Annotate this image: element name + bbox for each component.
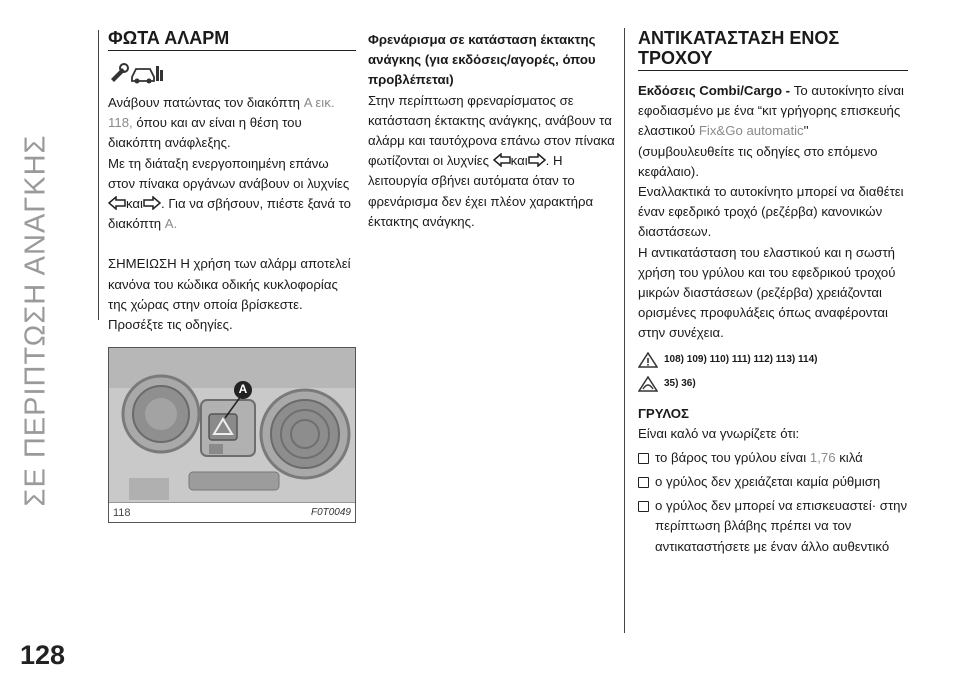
subsection-heading: Φρενάρισμα σε κατάσταση έκτακτης ανάγκης (για εκδόσεις/αγορές, όπου προβλέπεται) — [368, 32, 596, 88]
turn-left-arrow-icon — [108, 196, 126, 210]
weight-value: 1,76 — [809, 449, 836, 465]
environment-refs-text: 35) 36) — [664, 377, 696, 389]
bullet-box-icon — [638, 453, 649, 464]
figure-caption — [109, 502, 355, 522]
column-divider — [624, 28, 625, 633]
braking-paragraph — [368, 91, 616, 232]
text: και — [126, 196, 143, 212]
text: το βάρος του γρύλου είναι — [655, 449, 810, 465]
list-item-text: ο γρύλος δεν μπορεί να επισκευαστεί· στην περίπτωση βλάβης πρέπει να τον αντικαταστήσετε με έναν άλλο αυθεντικό — [655, 498, 908, 554]
column-divider — [98, 30, 99, 320]
car-wrench-icon — [108, 61, 164, 85]
note-label: ΣΗΜΕΙΩΣΗ — [108, 256, 177, 272]
bullet-box-icon — [638, 501, 649, 512]
chapter-side-title — [8, 20, 64, 620]
environment-references — [638, 376, 908, 392]
emergency-braking-section — [368, 28, 616, 232]
wheel-paragraph-1 — [638, 81, 908, 182]
list-item — [638, 496, 908, 557]
callout-label-a: A — [238, 382, 248, 397]
list-item-text: ο γρύλος δεν χρειάζεται καμία ρύθμιση — [655, 474, 881, 490]
bullet-box-icon — [638, 477, 649, 488]
kit-name: Fix&Go automatic — [698, 123, 804, 139]
dashboard-photo — [109, 348, 356, 504]
figure-reference: A. — [164, 216, 178, 232]
text: . Για να σβήσουν, πιέστε ξανά το διακόπτη — [108, 196, 352, 232]
text: Το αυτοκίνητο είναι εφοδιασμένο με ένα “κιτ γρήγορης επισκευής ελαστικού — [638, 83, 904, 139]
text: . Η λειτουργία σβήνει αυτόματα όταν το φρενάρισμα δεν έχει πλέον χαρακτήρα έκτακτης ανάγκης. — [368, 153, 594, 229]
wheel-paragraph-2: Εναλλακτικά το αυτοκίνητο μπορεί να διαθέτει έναν εφεδρικό τροχό (ρεζέρβα) κανονικών διαστάσεων. — [638, 184, 904, 240]
section-heading: ΦΩΤΑ ΑΛΑΡΜ — [108, 28, 356, 51]
hazard-paragraph-1 — [108, 93, 356, 154]
warning-references — [638, 352, 908, 368]
list-item — [638, 472, 908, 492]
turn-right-arrow-icon — [528, 153, 546, 167]
text: Με τη διάταξη ενεργοποιημένη επάνω στον πίνακα οργάνων ανάβουν οι λυχνίες — [108, 155, 350, 191]
chapter-title-text: ΣΕ ΠΕΡΙΠΤΩΣΗ ΑΝΑΓΚΗΣ — [19, 134, 52, 506]
jack-intro: Είναι καλό να γνωρίζετε ότι: — [638, 425, 800, 441]
text: όπου και αν είναι η θέση του διακόπτη ανάφλεξης. — [108, 115, 302, 151]
turn-right-arrow-icon — [143, 196, 161, 210]
versions-label: Εκδόσεις Combi/Cargo - — [638, 83, 794, 98]
page-number: 128 — [20, 640, 66, 670]
hazard-lights-section — [108, 28, 356, 523]
environment-icon — [638, 376, 658, 392]
note-paragraph — [108, 254, 356, 335]
list-item — [638, 448, 908, 468]
warning-refs-text: 108) 109) 110) 111) 112) 113) 114) — [664, 353, 818, 365]
figure-reference: A εικ. 118, — [108, 95, 335, 131]
feature-icons — [108, 61, 356, 87]
figure-code: F0T0049 — [310, 507, 351, 519]
jack-heading: ΓΡΥΛΟΣ — [638, 405, 689, 421]
figure-number: 118 — [113, 506, 131, 519]
figure-hazard-switch — [108, 347, 356, 523]
text: κιλά — [835, 449, 863, 465]
text: '' (συμβουλευθείτε τις οδηγίες στο επόμενο κεφάλαιο). — [638, 123, 878, 179]
text: Ανάβουν πατώντας τον διακόπτη — [108, 95, 304, 110]
note-text: Η χρήση των αλάρμ αποτελεί κανόνα του κώδικα οδικής κυκλοφορίας της χώρας στην οποία βρίσκεστε. Προσέξτε τις οδηγίες. — [108, 256, 351, 333]
text: Στην περίπτωση φρεναρίσματος σε κατάσταση έκτακτης ανάγκης, ανάβουν τα αλάρμ και ταυτόχρονα επάνω στον πίνακα φωτίζονται οι λυχνίες — [368, 92, 615, 169]
wheel-replacement-section — [638, 28, 908, 557]
warning-icon — [638, 352, 658, 368]
text: και — [510, 153, 528, 169]
turn-left-arrow-icon — [493, 153, 511, 167]
wheel-paragraph-3: Η αντικατάσταση του ελαστικού και η σωστή χρήση του γρύλου και του εφεδρικού τροχού μικρών διαστάσεων (ρεζέρβα) χρειάζονται ορισμένες προφυλάξεις όπως αναφέρονται στην συνέχεια. — [638, 244, 896, 341]
hazard-paragraph-2 — [108, 154, 356, 235]
section-heading: ΑΝΤΙΚΑΤΑΣΤΑΣΗ ΕΝΟΣ ΤΡΟΧΟΥ — [638, 28, 908, 71]
